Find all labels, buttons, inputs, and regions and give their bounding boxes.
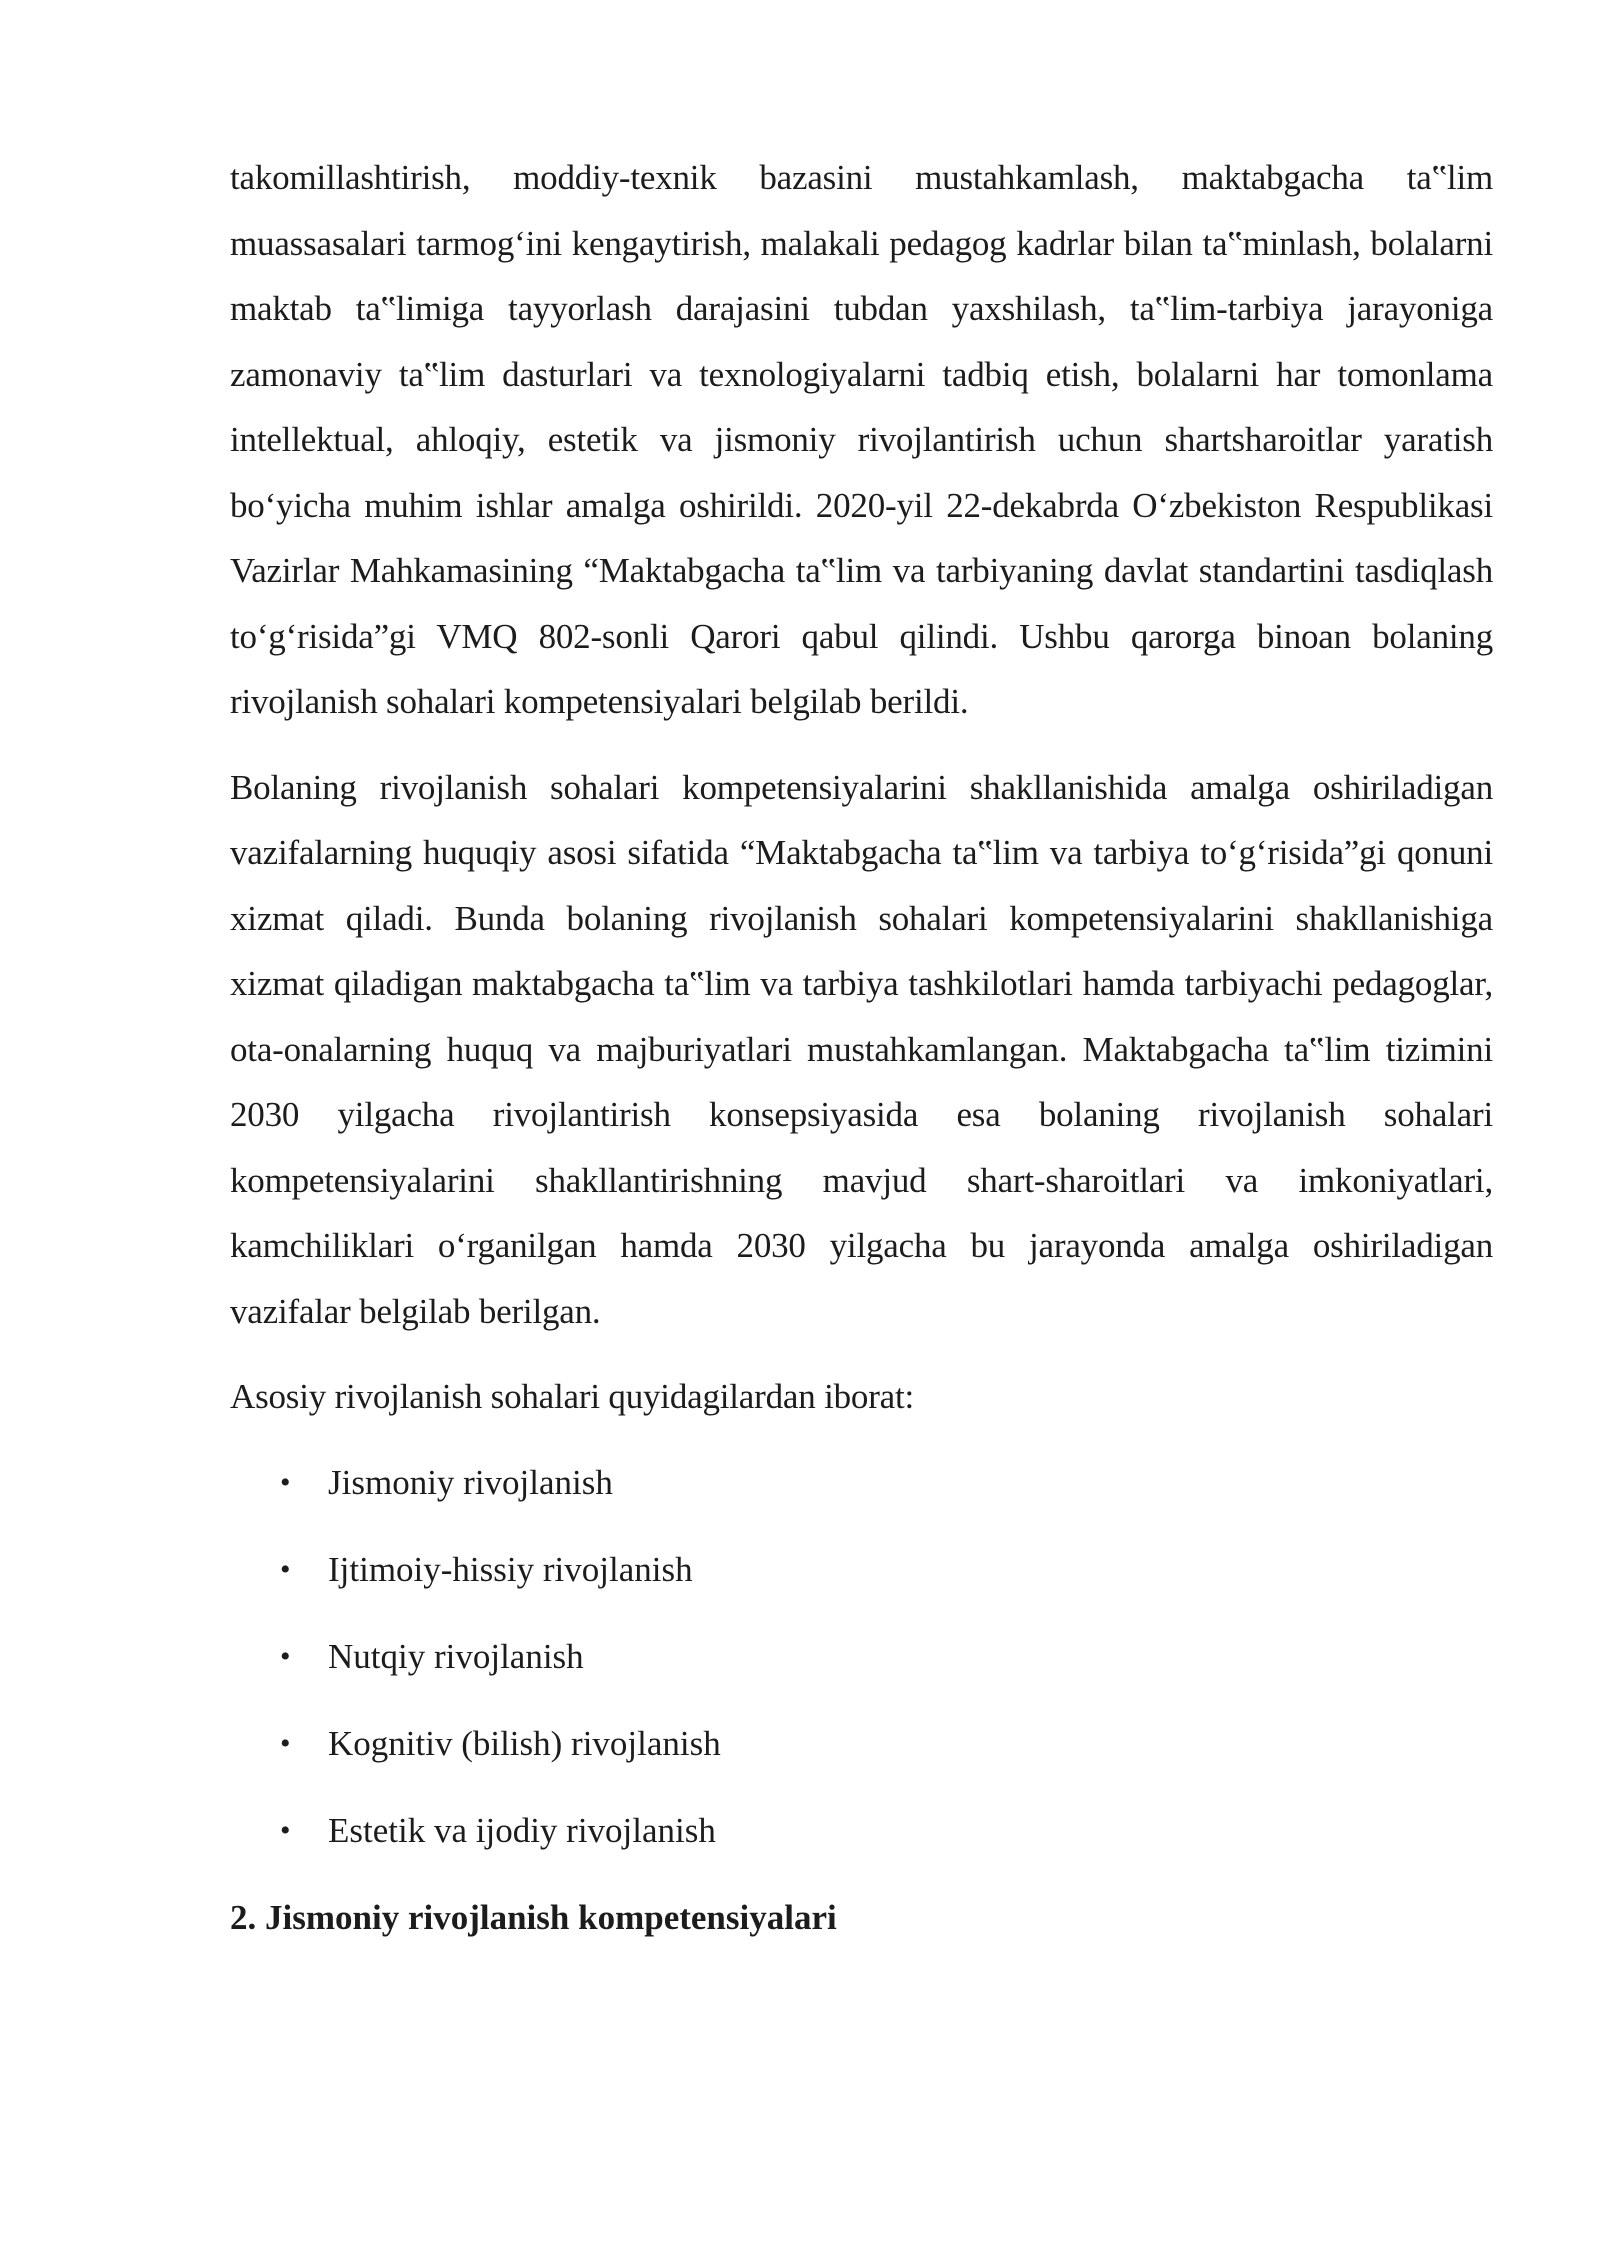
list-item-text: Nutqiy rivojlanish (328, 1636, 584, 1676)
development-areas-list (230, 1450, 1493, 1885)
paragraph-legal-basis: Bolaning rivojlanish sohalari kompetensiyalarini shakllanishida amalga oshiriladigan vazifalarning huquqiy asosi sifatida “Maktabgacha ta‟lim va tarbiya toʻgʻrisida”gi qonuni xizmat qiladi. Bunda bolaning rivojlanish sohalari kompetensiyalarini shakllanishiga xizmat qiladigan maktabgacha ta‟lim va tarbiya tashkilotlari hamda tarbiyachi pedagoglar, ota-onalarning huquq va majburiyatlari mustahkamlangan. Maktabgacha ta‟lim tizimini 2030 yilgacha rivojlantirish konsepsiyasida esa bolaning rivojlanish sohalari kompetensiyalarini shakllantirishning mavjud shart-sharoitlari va imkoniyatlari, kamchiliklari oʻrganilgan hamda 2030 yilgacha bu jarayonda amalga oshiriladigan vazifalar belgilab berilgan. (230, 767, 1493, 1331)
bullet-icon: • (280, 1552, 291, 1586)
list-item (230, 1450, 1493, 1537)
list-item (230, 1711, 1493, 1798)
list-item (230, 1798, 1493, 1885)
list-item (230, 1537, 1493, 1624)
list-item-text: Ijtimoiy-hissiy rivojlanish (328, 1549, 693, 1589)
bullet-icon: • (280, 1813, 291, 1847)
bullet-icon: • (280, 1465, 291, 1499)
document-page (230, 145, 1493, 1950)
list-item (230, 1624, 1493, 1711)
paragraph-intro: takomillashtirish, moddiy-texnik bazasini mustahkamlash, maktabgacha ta‟lim muassasalari tarmogʻini kengaytirish, malakali pedagog kadrlar bilan ta‟minlash, bolalarni maktab ta‟limiga tayyorlash darajasini tubdan yaxshilash, ta‟lim-tarbiya jarayoniga zamonaviy ta‟lim dasturlari va texnologiyalarni tadbiq etish, bolalarni har tomonlama intellektual, ahloqiy, estetik va jismoniy rivojlantirish uchun shartsharoitlar yaratish boʻyicha muhim ishlar amalga oshirildi. 2020-yil 22-dekabrda Oʻzbekiston Respublikasi Vazirlar Mahkamasining “Maktabgacha ta‟lim va tarbiyaning davlat standartini tasdiqlash toʻgʻrisida”gi VMQ 802-sonli Qarori qabul qilindi. Ushbu qarorga binoan bolaning rivojlanish sohalari kompetensiyalari belgilab berildi. (230, 158, 1493, 721)
bullet-icon: • (280, 1639, 291, 1673)
bullet-icon: • (280, 1726, 291, 1760)
list-item-text: Kognitiv (bilish) rivojlanish (328, 1723, 721, 1763)
list-item-text: Jismoniy rivojlanish (328, 1462, 613, 1502)
paragraph-list-intro: Asosiy rivojlanish sohalari quyidagilardan iborat: (230, 1377, 915, 1416)
section-heading: 2. Jismoniy rivojlanish kompetensiyalari (230, 1897, 837, 1937)
list-item-text: Estetik va ijodiy rivojlanish (328, 1810, 716, 1850)
